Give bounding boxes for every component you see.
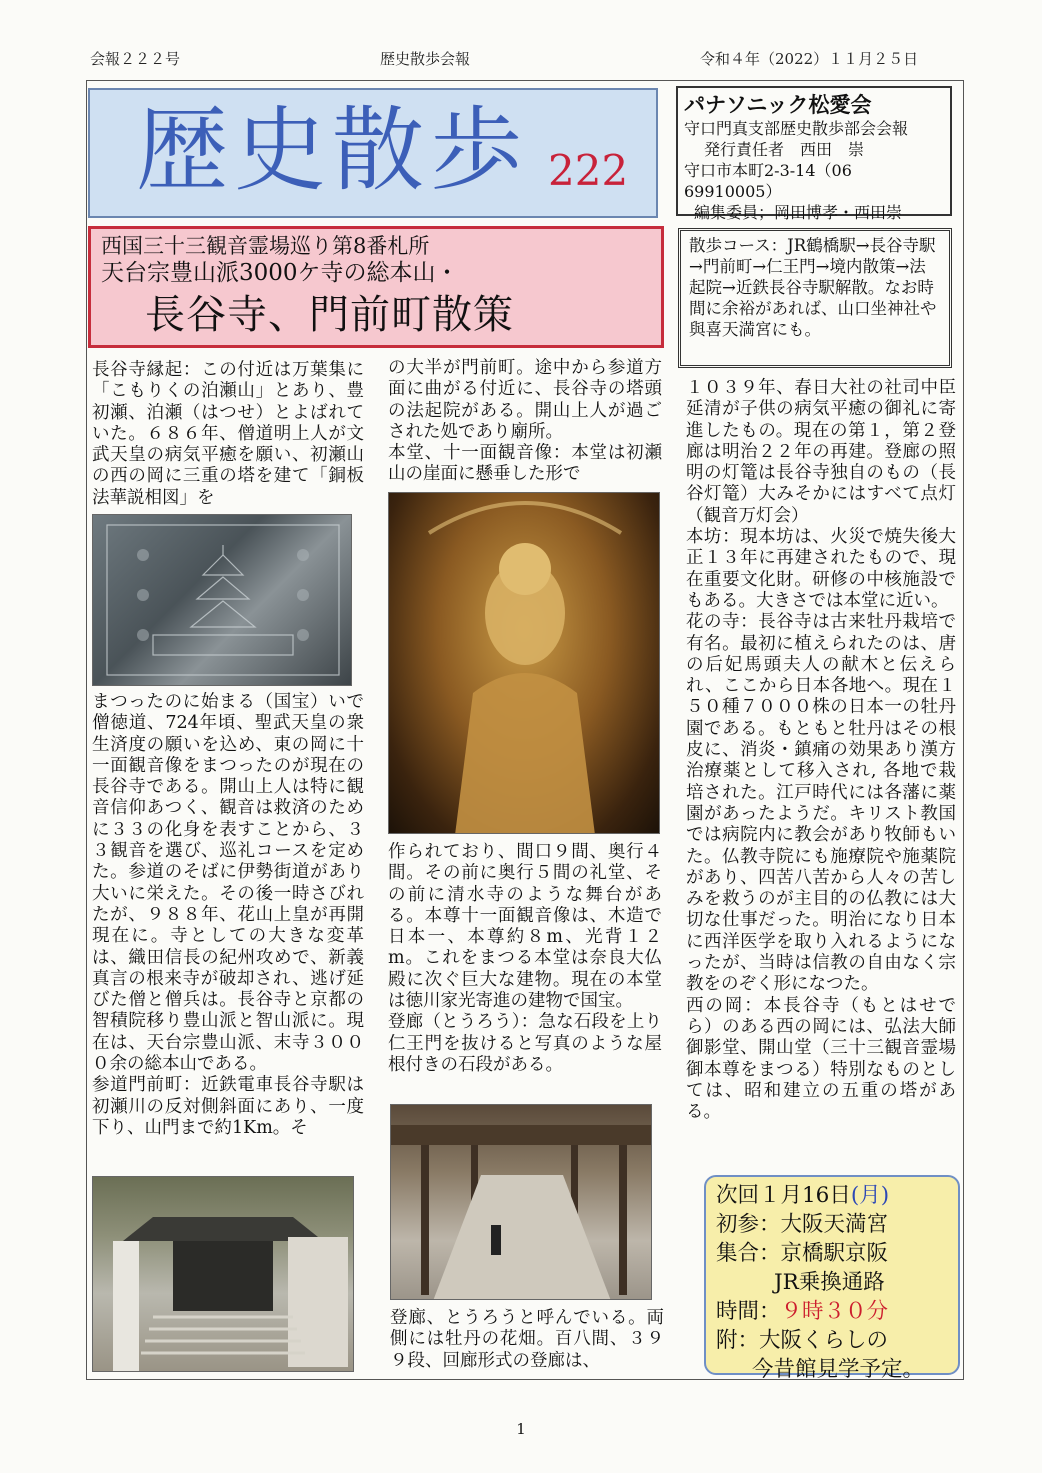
masthead-number: 222: [548, 146, 629, 195]
col1-para-2: まつったのに始まる（国宝）いで僧徳道、724年頃、聖武天皇の衆生済度の願いを込め、東の岡に十一面観音像をまつったのが現在の長谷寺である。開山上人は特に観音信仰あつく、観音は救済のために３３の化身を表すことから、３３観音を選び、巡礼コースを定めた。参道のそばに伊勢街道があり大いに栄えた。その後一時さびれたが、９８８年、花山上皇が再開現在に。寺としての大きな変革は、織田信長の紀州攻めで、新義真言の根来寺が破却され、逃げ延びた僧と僧兵は。長谷寺と京都の智積院移り豊山派と智山派に。現在は、天台宗豊山派、末寺３０００余の総本山である。: [92, 692, 364, 1075]
publisher-info: [676, 86, 952, 222]
copper-plate-photo: [92, 514, 352, 686]
publication-name: 歴史散歩会報: [380, 50, 471, 68]
org-line-4: 編集委員；岡田博孝・西田崇: [694, 203, 903, 222]
col2-para-5: 登廊、とうろうと呼んでいる。両側には牡丹の花畑。百八間、３９９段、回廊形式の登廊は、: [390, 1308, 664, 1371]
kannon-statue-photo: [388, 492, 660, 834]
col2-para-3: 作られており、間口９間、奥行４間。その前に奥行５間の礼堂、その前に清水寺のような舞台がある。本尊十一面観音像は、木造で日本一、本尊約８m、光背１２m。これをまつる本堂は奈良大仏殿に次ぐ巨大な建物。現在の本堂は徳川家光寄進の建物で国宝。: [388, 842, 662, 1012]
next-extra-detail: 今昔館見学予定。: [752, 1357, 925, 1382]
col3-para-2: 本坊：現本坊は、火災で焼失後大正１３年に再建されたもので、現在重要文化財。研修の中核施設でもある。大きさでは本堂に近い。: [686, 527, 956, 611]
org-line-3: 守口市本町2-3-14（06 69910005）: [684, 161, 852, 201]
issue-date: 令和４年（2022）１１月２５日: [700, 50, 919, 68]
col3: [686, 378, 956, 1123]
col2-para-4: 登廊（とうろう）：急な石段を上り仁王門を抜けると写真のような屋根付きの石段がある。: [388, 1012, 662, 1075]
course-text: 散歩コース：JR鶴橋駅→長谷寺駅→門前町→仁王門→境内散策→法起院→近鉄長谷寺駅解散。なお時間に余裕があれば、山口坐神社や與喜天満宮にも。: [689, 236, 937, 339]
hokiin-gate-photo: [92, 1176, 354, 1372]
col1-para-3: 参道門前町：近鉄電車長谷寺駅は初瀬川の反対側斜面にあり、一度下り、山門まで約1Km。そ: [92, 1075, 364, 1138]
headline-line-1: 西国三十三観音霊場巡り第8番札所: [101, 234, 430, 258]
page-number: 1: [516, 1420, 526, 1438]
issue-number: 会報２２２号: [90, 50, 181, 68]
next-destination: 初参：大阪天満宮: [716, 1212, 889, 1237]
next-weekday: (月): [850, 1183, 890, 1208]
next-date: 次回１月16日: [716, 1183, 851, 1208]
col1-para-1: 長谷寺縁起：この付近は万葉集に「こもりくの泊瀬山」とあり、豊初瀬、泊瀬（はつせ）とよばれていた。６８６年、僧道明上人が文武天皇の病気平癒を願い、初瀬山の西の岡に三重の塔を建て「銅板法華説相図」を: [92, 360, 364, 508]
pagoda-relief-image: [93, 515, 352, 686]
eleven-faced-kannon-image: [389, 493, 660, 834]
col1-top: [92, 360, 364, 509]
masthead-title: 歴史散歩: [136, 97, 529, 204]
col1-bottom: [92, 692, 364, 1139]
col2-bottom: [390, 1308, 664, 1372]
next-meeting-point: 集合：京橋駅京阪: [716, 1241, 889, 1266]
noborirou-photo: [390, 1104, 652, 1300]
col2-top: [388, 358, 662, 486]
col3-para-4: 西の岡：本長谷寺（もとはせでら）のある西の岡には、弘法大師御影堂、開山堂（三十三観音霊場御本尊をまつる）特別なものとしては、昭和建立の五重の塔がある。: [686, 995, 956, 1123]
course-box: [678, 228, 952, 368]
covered-stairway-image: [391, 1105, 652, 1300]
next-meeting-detail: JR乗換通路: [774, 1270, 885, 1295]
org-line-2: 発行責任者 西田 崇: [704, 140, 865, 159]
col3-para-3: 花の寺：長谷寺は古来牡丹栽培で有名。最初に植えられたのは、唐の后妃馬頭夫人の献木と伝えられ、ここから日本各地へ。現在１５０種７０００株の日本一の牡丹園である。もともと牡丹はその根皮に、消炎・鎮痛の効果あり漢方治療薬として移入され, 各地で栽培された。江戸時代には各藩に薬園があったようだ。キリスト教国では病院内に教会があり牧師もいた。仏教寺院にも施療院や施薬院があり、四苦八苦から人々の苦しみを救うのが主目的の仏教には大切な仕事だった。明治になり日本に西洋医学を取り入れるようになったが、当時は信教の自由なく宗教をのぞく形になつた。: [686, 612, 956, 995]
next-event-box: [704, 1175, 960, 1382]
next-time: ９時３０分: [780, 1299, 889, 1324]
org-line-1: 守口門真支部歴史散歩部会会報: [684, 119, 909, 138]
col2-para-1: の大半が門前町。途中から参道方面に曲がる付近に、長谷寺の塔頭の法起院がある。開山上人が過ごされた処であり廟所。: [388, 358, 662, 442]
next-time-line: [716, 1297, 948, 1326]
next-time-label: 時間：: [716, 1299, 781, 1324]
col2-para-2: 本堂、十一面観音像：本堂は初瀬山の崖面に懸垂した形で: [388, 443, 662, 485]
headline-title: 長谷寺、門前町散策: [145, 292, 514, 338]
headline-box: [88, 226, 664, 348]
col3-para-1: １０３９年、春日大社の社司中臣延清が子供の病気平癒の御礼に寄進したもの。現在の第１，第２登廊は明治２２年の再建。登廊の照明の灯篭は長谷寺独自のもの（長谷灯篭）大みそかにはすべて点灯（観音万灯会）: [686, 378, 956, 526]
org-name: パナソニック松愛会: [684, 92, 872, 117]
temple-gate-image: [93, 1177, 354, 1372]
headline-line-2: 天台宗豊山派3000ケ寺の総本山・: [101, 260, 459, 286]
next-extra: 附：大阪くらしの: [716, 1328, 889, 1353]
col2-middle: [388, 842, 662, 1076]
next-date-line: [716, 1181, 948, 1210]
